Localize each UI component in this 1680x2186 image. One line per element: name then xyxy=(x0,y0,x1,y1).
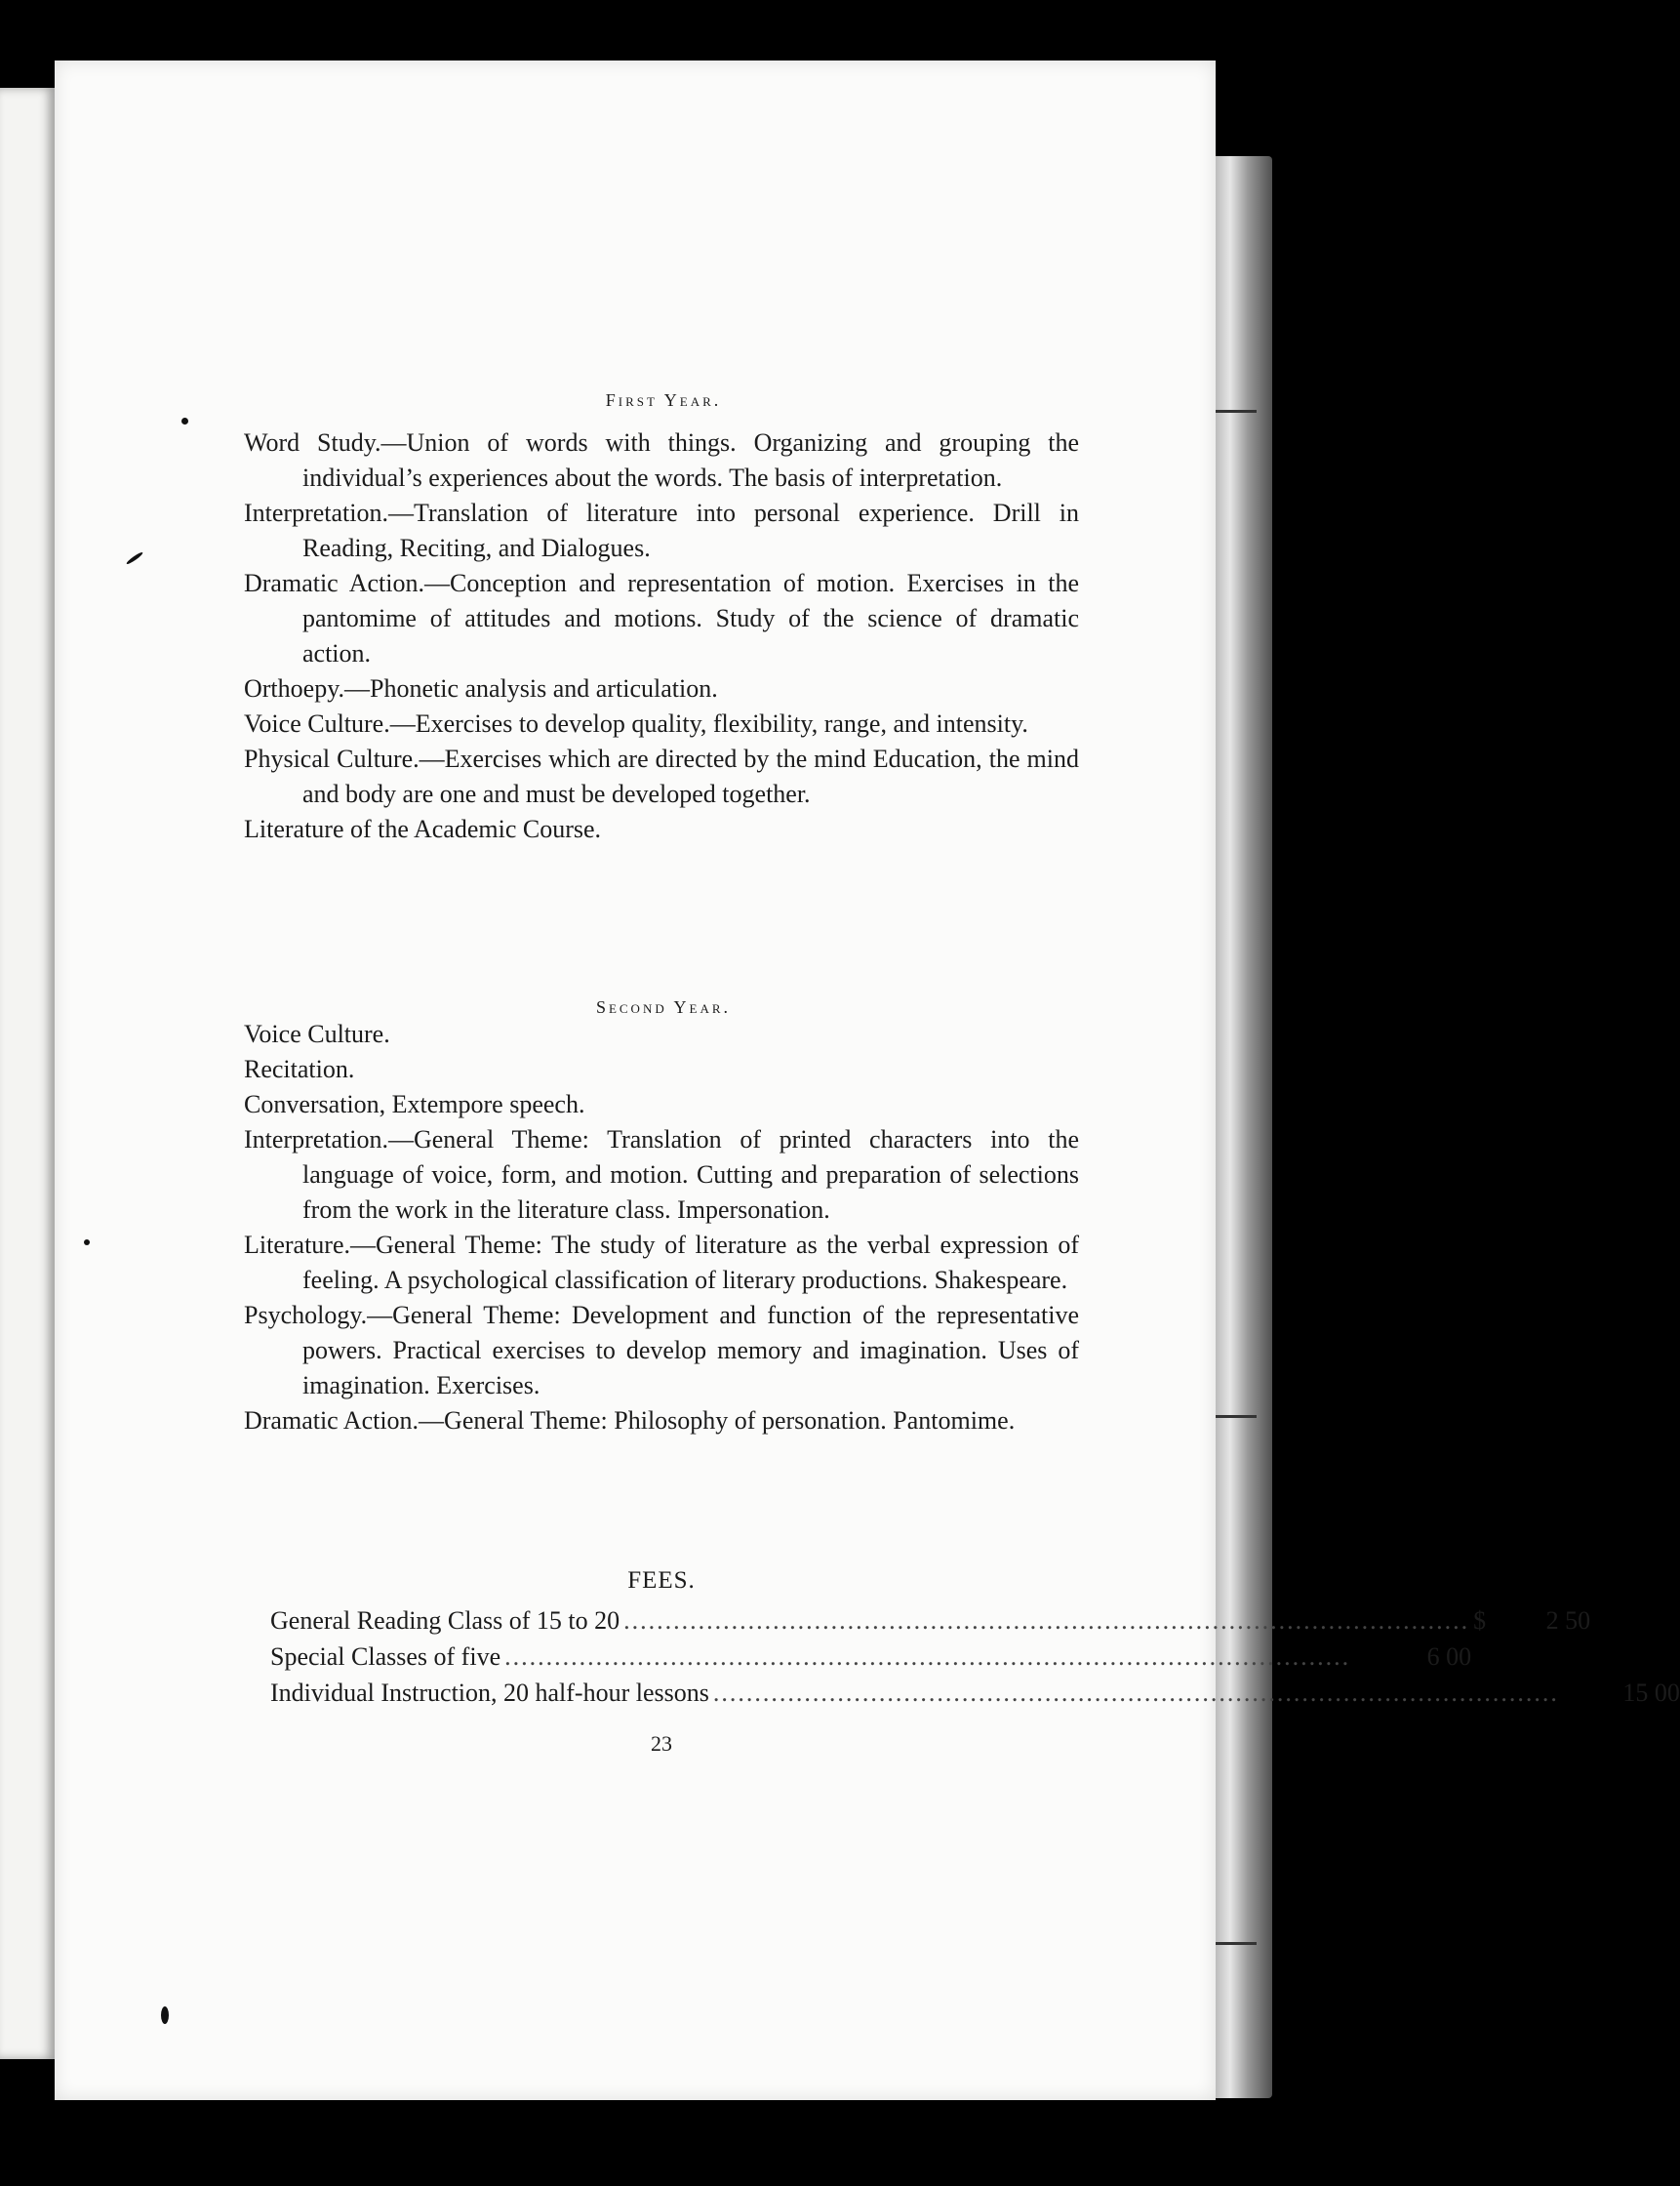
dot-leader: ...................................................................................................... xyxy=(623,1606,1470,1635)
dot-leader: ...................................................................................................... xyxy=(712,1679,1559,1707)
entry-orthoepy: Orthoepy.—Phonetic analysis and articulation. xyxy=(244,674,718,703)
entry-interpretation: Interpretation.—General Theme: Translation of printed characters into the language of voice, form, and motion. Cutting and preparation of selections from the work in the literature class. Impersonation. xyxy=(244,1125,1079,1224)
first-year-entries xyxy=(244,425,1079,847)
dot-leader: ...................................................................................................... xyxy=(504,1642,1351,1671)
fee-amount: 6 00 xyxy=(1426,1642,1472,1671)
second-year-heading: Second Year. xyxy=(595,997,732,1017)
ink-speck xyxy=(126,551,144,566)
ink-speck xyxy=(181,418,188,425)
fee-label: General Reading Class of 15 to 20 xyxy=(270,1606,620,1635)
entry-dramatic-action: Dramatic Action.—Conception and representation of motion. Exercises in the pantomime of attitudes and motions. Study of the science of dramatic action. xyxy=(244,569,1079,668)
fee-row xyxy=(270,1675,1680,1711)
first-year-heading: First Year. xyxy=(605,390,722,410)
entry-recitation: Recitation. xyxy=(244,1055,355,1083)
entry-literature: Literature.—General Theme: The study of literature as the verbal expression of feeling. A psychological classification of literary productions. Shakespeare. xyxy=(244,1231,1079,1294)
fee-amount: 2 50 xyxy=(1545,1606,1591,1635)
fee-label: Special Classes of five xyxy=(270,1642,501,1671)
ink-speck xyxy=(161,2006,169,2024)
currency-sign: $ xyxy=(1473,1606,1487,1635)
ink-speck xyxy=(84,1239,90,1245)
fee-row xyxy=(270,1639,1472,1675)
entry-conversation: Conversation, Extempore speech. xyxy=(244,1090,585,1118)
fees-table xyxy=(270,1602,1680,1711)
entry-interpretation: Interpretation.—Translation of literature into personal experience. Drill in Reading, Reciting, and Dialogues. xyxy=(244,499,1079,562)
entry-voice-culture: Voice Culture.—Exercises to develop quality, flexibility, range, and intensity. xyxy=(244,709,1028,738)
entry-literature: Literature of the Academic Course. xyxy=(244,815,602,843)
fee-label: Individual Instruction, 20 half-hour lessons xyxy=(270,1679,709,1707)
fees-title: FEES. xyxy=(627,1567,696,1594)
entry-psychology: Psychology.—General Theme: Development and function of the representative powers. Practical exercises to develop memory and imagination. Uses of imagination. Exercises. xyxy=(244,1301,1079,1399)
second-year-entries xyxy=(244,1017,1079,1438)
entry-dramatic-action: Dramatic Action.—General Theme: Philosophy of personation. Pantomime. xyxy=(244,1406,1016,1435)
entry-physical-culture: Physical Culture.—Exercises which are directed by the mind Education, the mind and body are one and must be developed together. xyxy=(244,745,1079,808)
entry-word-study: Word Study.—Union of words with things. Organizing and grouping the individual’s experiences about the words. The basis of interpretation. xyxy=(244,428,1079,492)
page-number: 23 xyxy=(651,1731,672,1756)
fee-amount: 15 00 xyxy=(1622,1679,1680,1707)
entry-voice-culture: Voice Culture. xyxy=(244,1020,390,1048)
fee-row xyxy=(270,1602,1591,1639)
